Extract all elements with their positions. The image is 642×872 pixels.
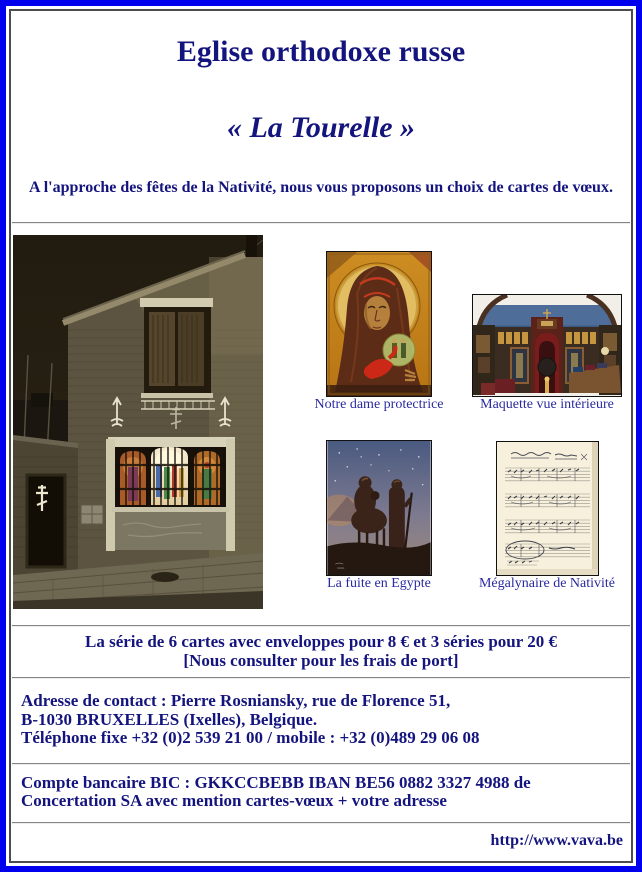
card-caption: Mégalynaire de Nativité bbox=[478, 576, 616, 591]
divider bbox=[12, 625, 630, 627]
bank-section bbox=[11, 774, 631, 811]
divider bbox=[12, 222, 630, 224]
contact-line1: Adresse de contact : Pierre Rosniansky, rue de Florence 51, bbox=[21, 691, 451, 710]
bank-line1: Compte bancaire BIC : GKKCCBEBB IBAN BE56 0882 3327 4988 de bbox=[21, 772, 531, 792]
card-caption: Notre dame protectrice bbox=[314, 397, 444, 412]
card-notre-dame bbox=[295, 235, 463, 413]
page-title: Eglise orthodoxe russe bbox=[176, 35, 466, 68]
page-subtitle: « La Tourelle » bbox=[226, 111, 416, 144]
pricing-line1: La série de 6 cartes avec enveloppes pour 8 € et 3 séries pour 20 € bbox=[85, 632, 557, 651]
bank-line2: Concertation SA avec mention cartes-vœux + votre adresse bbox=[21, 791, 447, 810]
website-link[interactable]: http://www.vava.be bbox=[490, 831, 623, 849]
contact-line2: B-1030 BRUXELLES (Ixelles), Belgique. bbox=[21, 709, 318, 729]
church-facade-photo bbox=[13, 235, 263, 609]
intro-text: A l'approche des fêtes de la Nativité, nous vous proposons un choix de cartes de vœux. bbox=[29, 179, 613, 196]
contact-line3: Téléphone fixe +32 (0)2 539 21 00 / mobile : +32 (0)489 29 06 08 bbox=[21, 728, 480, 747]
page-frame bbox=[9, 9, 633, 863]
card-caption: La fuite en Egypte bbox=[327, 576, 431, 591]
megalynaire-image bbox=[496, 441, 599, 576]
divider bbox=[12, 822, 630, 824]
contact-section bbox=[11, 692, 631, 748]
notre-dame-image bbox=[326, 251, 432, 397]
gallery-section bbox=[11, 235, 631, 609]
divider bbox=[12, 677, 630, 679]
card-megalynaire bbox=[463, 440, 631, 592]
card-maquette bbox=[463, 235, 631, 413]
card-grid bbox=[263, 235, 631, 592]
divider bbox=[12, 763, 630, 765]
maquette-image bbox=[472, 294, 622, 397]
pricing-section bbox=[11, 632, 631, 670]
pricing-line2: [Nous consulter pour les frais de port] bbox=[183, 651, 459, 670]
card-fuite bbox=[295, 440, 463, 592]
fuite-egypte-image bbox=[326, 440, 432, 576]
card-caption: Maquette vue intérieure bbox=[480, 397, 614, 412]
footer bbox=[11, 832, 631, 850]
